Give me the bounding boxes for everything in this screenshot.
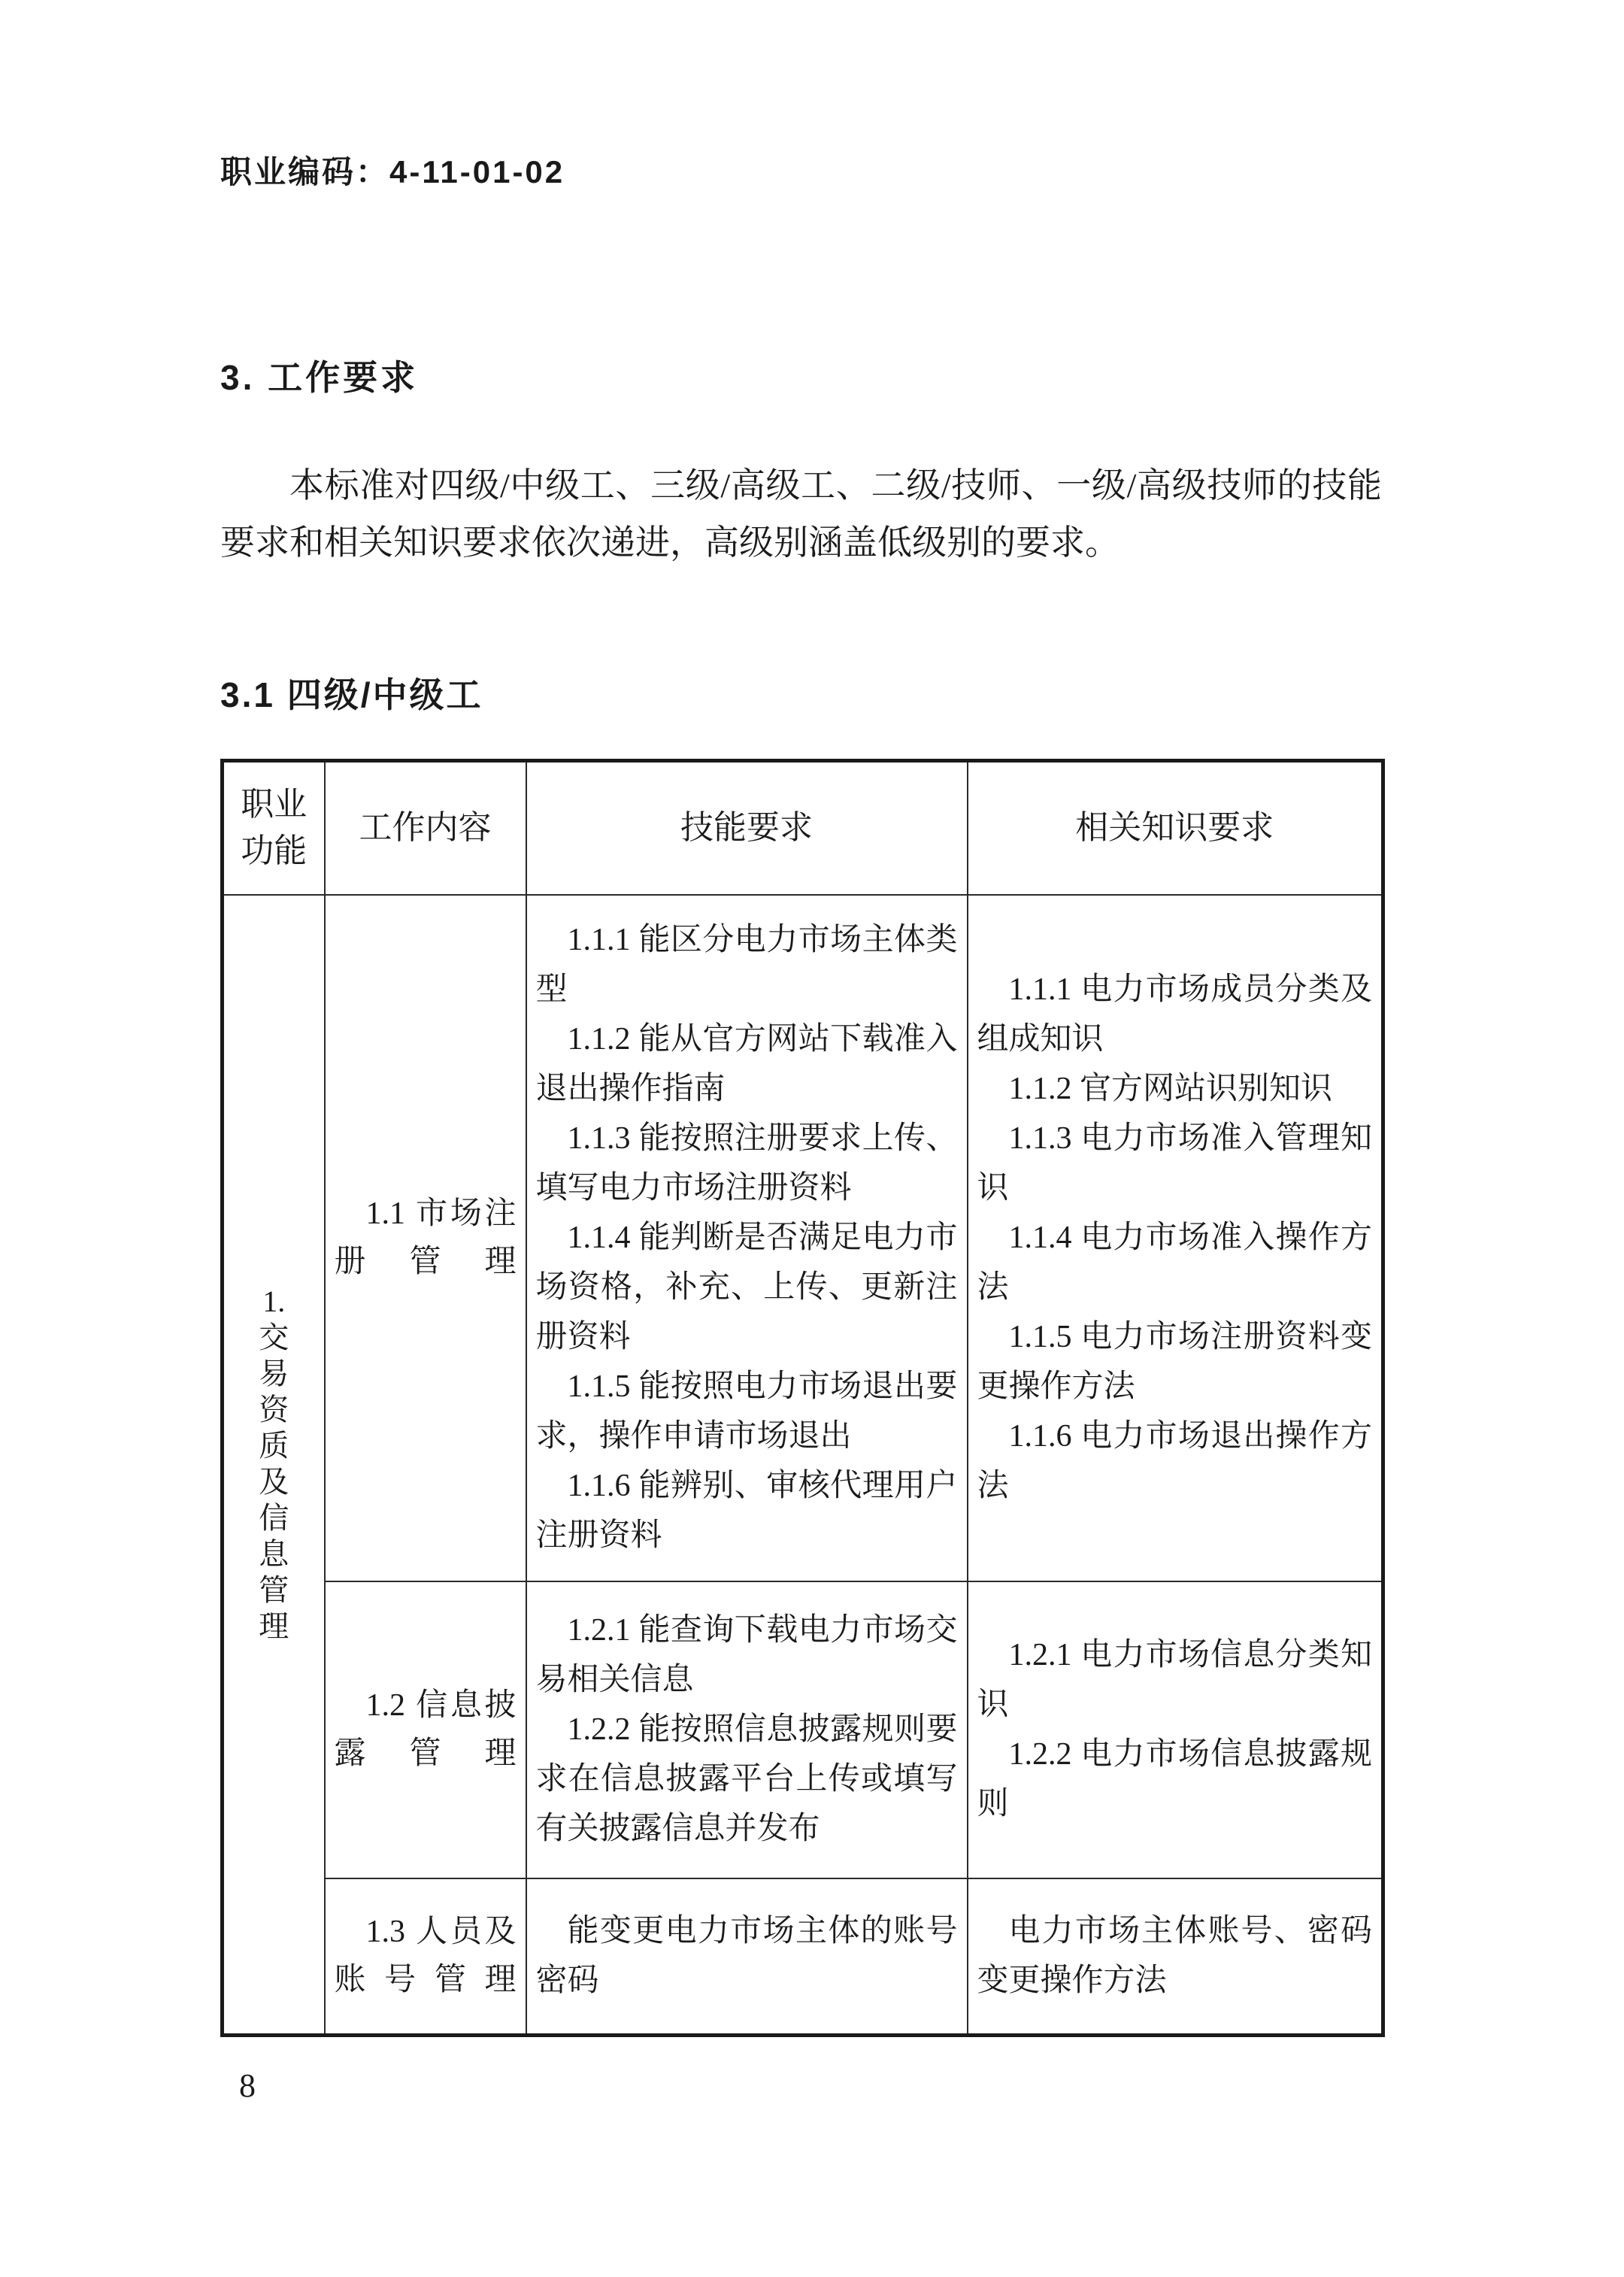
knowledge-item: 电力市场主体账号、密码变更操作方法 (977, 1914, 1372, 1999)
skill-item: 1.2.2 能按照信息披露规则要求在信息披露平台上传或填写有关披露信息并发布 (535, 1712, 958, 1846)
work-content-cell (325, 1878, 526, 2036)
work-content-label: 1.2 信息披露管理 (334, 1688, 517, 1771)
table-row (223, 1878, 1383, 2036)
page-number: 8 (239, 2067, 256, 2104)
skill-item: 1.1.1 能区分电力市场主体类型 (535, 923, 958, 1007)
header-skill-requirements: 技能要求 (526, 761, 968, 895)
knowledge-cell (968, 1581, 1383, 1878)
knowledge-cell (968, 895, 1383, 1581)
knowledge-item: 1.1.3 电力市场准入管理知识 (977, 1121, 1372, 1205)
knowledge-item: 1.1.4 电力市场准入操作方法 (977, 1220, 1372, 1305)
skill-item: 能变更电力市场主体的账号密码 (535, 1914, 958, 1999)
knowledge-item: 1.1.6 电力市场退出操作方法 (977, 1419, 1372, 1503)
skill-item: 1.2.1 能查询下载电力市场交易相关信息 (535, 1613, 958, 1697)
function-group-label: 1.交易资质及信息管理 (259, 1284, 289, 1644)
requirements-table (220, 759, 1385, 2037)
intro-paragraph: 本标准对四级/中级工、三级/高级工、二级/技师、一级/高级技师的技能要求和相关知识要求依次递进，高级别涵盖低级别的要求。 (220, 466, 1382, 562)
work-content-cell (325, 895, 526, 1581)
header-knowledge-requirements: 相关知识要求 (968, 761, 1383, 895)
table-row (223, 1581, 1383, 1878)
skills-cell (526, 1878, 968, 2036)
knowledge-cell (968, 1878, 1383, 2036)
skills-cell (526, 1581, 968, 1878)
skills-cell (526, 895, 968, 1581)
section-title: 3. 工作要求 (220, 358, 419, 397)
knowledge-item: 1.1.5 电力市场注册资料变更操作方法 (977, 1320, 1372, 1404)
skill-item: 1.1.2 能从官方网站下载准入退出操作指南 (535, 1022, 958, 1106)
skill-item: 1.1.5 能按照电力市场退出要求，操作申请市场退出 (535, 1369, 958, 1454)
table-row (223, 895, 1383, 1581)
function-group-cell (223, 895, 325, 2036)
knowledge-item: 1.1.2 官方网站识别知识 (1008, 1072, 1333, 1106)
knowledge-item: 1.2.2 电力市场信息披露规则 (977, 1737, 1372, 1821)
knowledge-item: 1.2.1 电力市场信息分类知识 (977, 1638, 1372, 1722)
skill-item: 1.1.6 能辨别、审核代理用户注册资料 (535, 1469, 958, 1553)
work-content-label: 1.1 市场注册管理 (334, 1196, 517, 1279)
skill-item: 1.1.3 能按照注册要求上传、填写电力市场注册资料 (535, 1121, 958, 1205)
work-content-label: 1.3 人员及账号管理 (334, 1915, 517, 1998)
occupation-code: 职业编码：4-11-01-02 (220, 154, 565, 189)
header-occupational-function: 职业功能 (223, 761, 325, 895)
work-content-cell (325, 1581, 526, 1878)
skill-item: 1.1.4 能判断是否满足电力市场资格，补充、上传、更新注册资料 (535, 1220, 958, 1354)
subsection-title: 3.1 四级/中级工 (220, 675, 483, 714)
header-work-content: 工作内容 (325, 761, 526, 895)
knowledge-item: 1.1.1 电力市场成员分类及组成知识 (977, 972, 1372, 1057)
table-header-row (223, 761, 1383, 895)
